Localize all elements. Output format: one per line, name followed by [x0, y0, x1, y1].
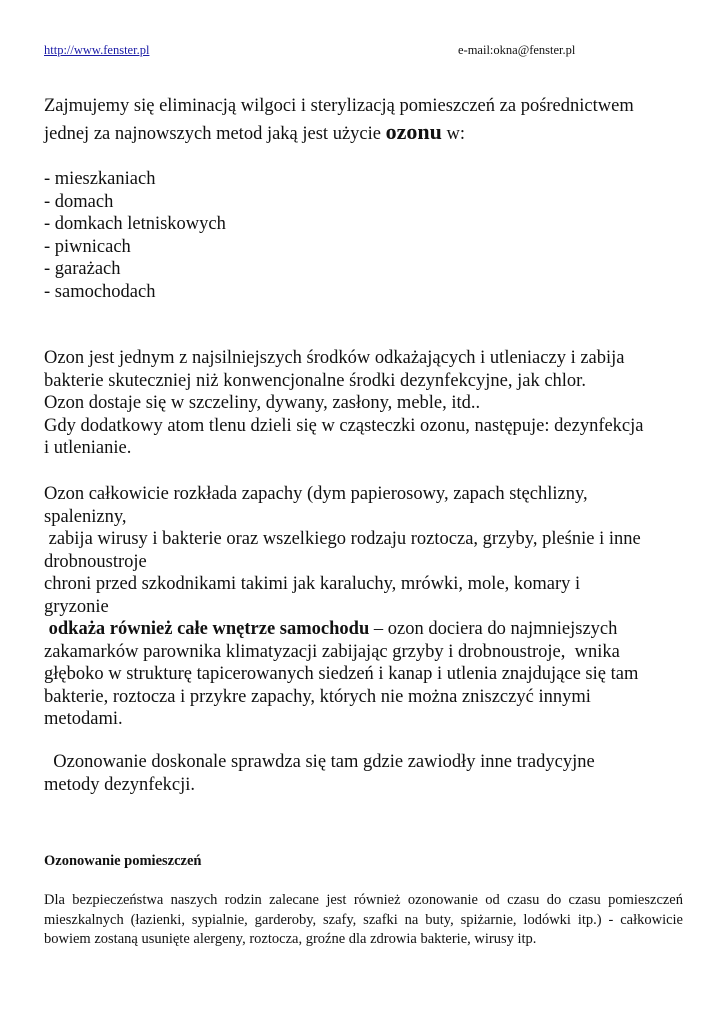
conclusion-paragraph [44, 751, 684, 796]
text-line: chroni przed szkodnikami takimi jak karaluchy, mrówki, mole, komary i [44, 574, 581, 594]
car-disinfection-text: – ozon dociera do najmniejszych [369, 619, 618, 639]
list-item: - mieszkaniach [44, 169, 156, 189]
intro-text-end: w: [441, 124, 465, 144]
text-line: zakamarków parownika klimatyzacji zabijając grzyby i drobnoustroje, wnika [44, 641, 620, 662]
ozone-word: ozonu [385, 119, 442, 144]
intro-paragraph [44, 93, 684, 147]
text-line: zabija wirusy i bakterie oraz wszelkiego rodzaju roztocza, grzyby, pleśnie i inne [44, 529, 641, 549]
car-disinfection-bold: odkaża również całe wnętrze samochodu [44, 619, 370, 639]
text-line: metodami. [44, 709, 123, 729]
text-line: i utlenianie. [44, 438, 132, 458]
section-heading: Ozonowanie pomieszczeń [44, 853, 202, 869]
places-list [44, 168, 684, 303]
text-line: Ozon jest jednym z najsilniejszych środków odkażających i utleniaczy i zabija [44, 348, 625, 368]
section-text: Dla bezpieczeństwa naszych rodzin zalecane jest również ozonowanie od czasu do czasu pomieszczeń mieszkalnych (łazienki, sypialnie, garderoby, szafy, szafki na buty, spiżarnie, lodówki itp.) - całkowicie bowiem zostaną usunięte alergeny, roztocza, groźne dla zdrowia bakterie, wirusy itp. [44, 892, 683, 947]
text-line: Ozon dostaje się w szczeliny, dywany, zasłony, meble, itd.. [44, 393, 481, 413]
text-line: gryzonie [44, 596, 109, 617]
text-line: Ozon całkowicie rozkłada zapachy (dym papierosowy, zapach stęchlizny, [44, 484, 588, 504]
list-item: - domkach letniskowych [44, 214, 226, 234]
text-line: bakterie, roztocza i przykre zapachy, których nie można zniszczyć innymi [44, 686, 591, 707]
text-line: bakterie skuteczniej niż konwencjonalne środki dezynfekcyjne, jak chlor. [44, 370, 586, 391]
ozone-properties-paragraph [44, 347, 684, 460]
text-line: Gdy dodatkowy atom tlenu dzieli się w cząsteczki ozonu, następuje: dezynfekcja [44, 415, 644, 436]
text-line: drobnoustroje [44, 551, 147, 572]
intro-text: jednej za najnowszych metod jaką jest użycie [44, 124, 386, 144]
intro-line-1: Zajmujemy się eliminacją wilgoci i sterylizacją pomieszczeń za pośrednictwem [44, 96, 634, 116]
list-item: - garażach [44, 259, 121, 279]
list-item: - samochodach [44, 281, 156, 302]
text-line [44, 618, 684, 641]
page-header [44, 43, 644, 61]
website-link[interactable]: http://www.fenster.pl [44, 43, 150, 57]
intro-line-2 [44, 119, 684, 147]
list-item: - domach [44, 191, 114, 212]
text-line: metody dezynfekcji. [44, 774, 196, 795]
text-line: spalenizny, [44, 506, 127, 527]
email-text: e-mail:okna@fenster.pl [458, 43, 576, 57]
text-line: Ozonowanie doskonale sprawdza się tam gdzie zawiodły inne tradycyjne [44, 752, 595, 772]
list-item: - piwnicach [44, 236, 131, 257]
ozone-effects-paragraph [44, 483, 684, 731]
text-line: głęboko w strukturę tapicerowanych siedzeń i kanap i utlenia znajdujące się tam [44, 664, 639, 684]
